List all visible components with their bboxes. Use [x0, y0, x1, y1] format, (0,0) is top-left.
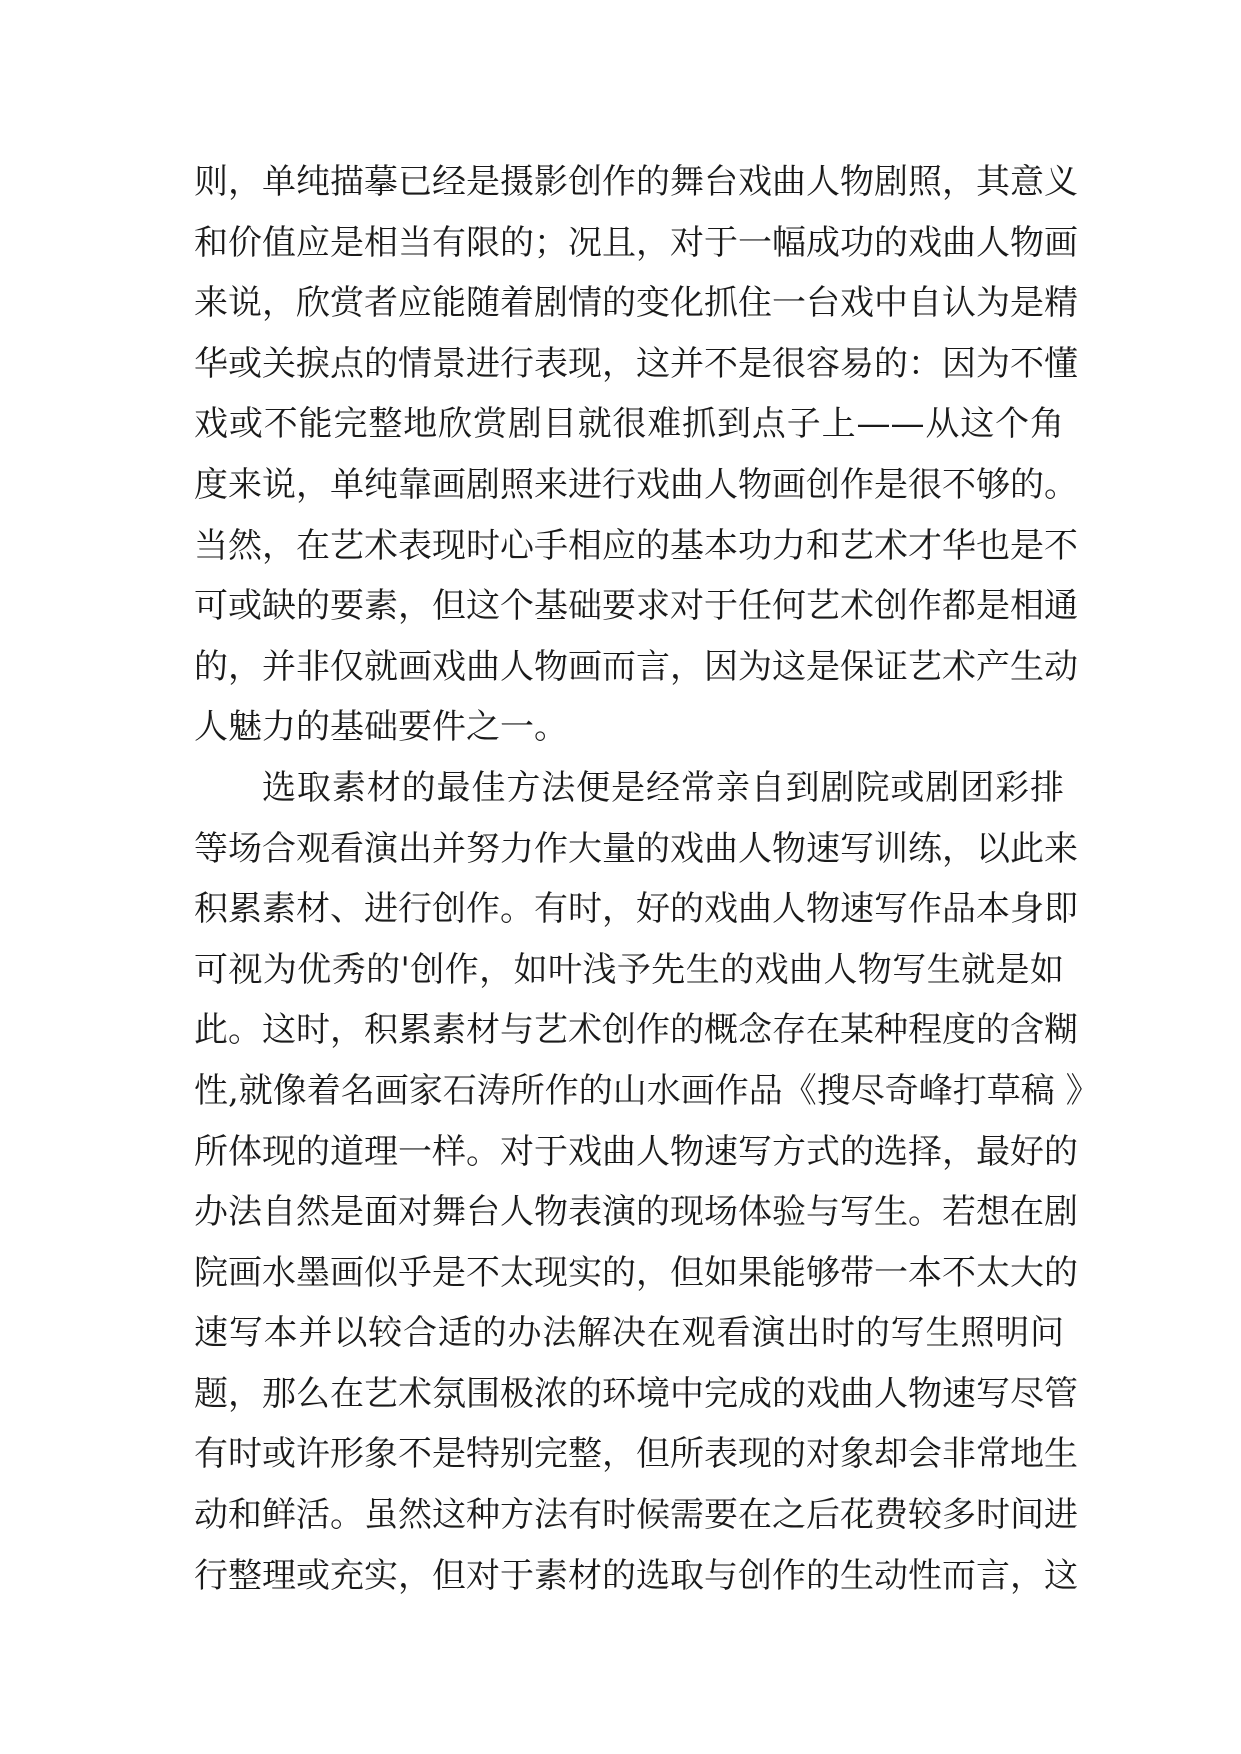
text-line: 行整理或充实，但对于素材的选取与创作的生动性而言，这	[194, 1555, 1078, 1596]
text-line: 的，并非仅就画戏曲人物画而言，因为这是保证艺术产生动	[194, 646, 1078, 687]
text-line: 可视为优秀的'创作，如叶浅予先生的戏曲人物写生就是如	[194, 949, 1064, 990]
text-line: 华或关捩点的情景进行表现，这并不是很容易的：因为不懂	[194, 343, 1078, 384]
text-line: 当然，在艺术表现时心手相应的基本功力和艺术才华也是不	[194, 525, 1078, 566]
text-line: 题，那么在艺术氛围极浓的环境中完成的戏曲人物速写尽管	[194, 1373, 1078, 1414]
text-line: 速写本并以较合适的办法解决在观看演出时的写生照明问	[194, 1313, 1064, 1354]
paragraph-start-line: 选取素材的最佳方法便是经常亲自到剧院或剧团彩排	[262, 767, 1064, 808]
text-line: 人魅力的基础要件之一。	[194, 707, 568, 748]
body-text	[194, 152, 1100, 1606]
text-line: 所体现的道理一样。对于戏曲人物速写方式的选择，最好的	[194, 1131, 1078, 1172]
text-line: 和价值应是相当有限的；况且，对于一幅成功的戏曲人物画	[194, 222, 1078, 263]
text-line: 来说，欣赏者应能随着剧情的变化抓住一台戏中自认为是精	[194, 283, 1078, 324]
text-line: 度来说，单纯靠画剧照来进行戏曲人物画创作是很不够的。	[194, 464, 1078, 505]
text-line: 等场合观看演出并努力作大量的戏曲人物速写训练，以此来	[194, 828, 1078, 869]
text-line: 办法自然是面对舞台人物表演的现场体验与写生。若想在剧	[194, 1192, 1078, 1233]
text-line: 积累素材、进行创作。有时，好的戏曲人物速写作品本身即	[194, 889, 1078, 930]
text-line: 性,就像着名画家石涛所作的山水画作品《搜尽奇峰打草稿 》	[194, 1070, 1100, 1111]
text-line: 有时或许形象不是特别完整，但所表现的对象却会非常地生	[194, 1434, 1078, 1475]
text-line: 院画水墨画似乎是不太现实的，但如果能够带一本不太大的	[194, 1252, 1078, 1293]
text-line: 动和鲜活。虽然这种方法有时候需要在之后花费较多时间进	[194, 1495, 1078, 1536]
text-line: 戏或不能完整地欣赏剧目就很难抓到点子上——从这个角	[194, 404, 1064, 445]
text-line: 可或缺的要素，但这个基础要求对于任何艺术创作都是相通	[194, 586, 1078, 627]
text-line: 则，单纯描摹已经是摄影创作的舞台戏曲人物剧照，其意义	[194, 162, 1078, 202]
text-line: 此。这时，积累素材与艺术创作的概念存在某种程度的含糊	[194, 1010, 1078, 1051]
